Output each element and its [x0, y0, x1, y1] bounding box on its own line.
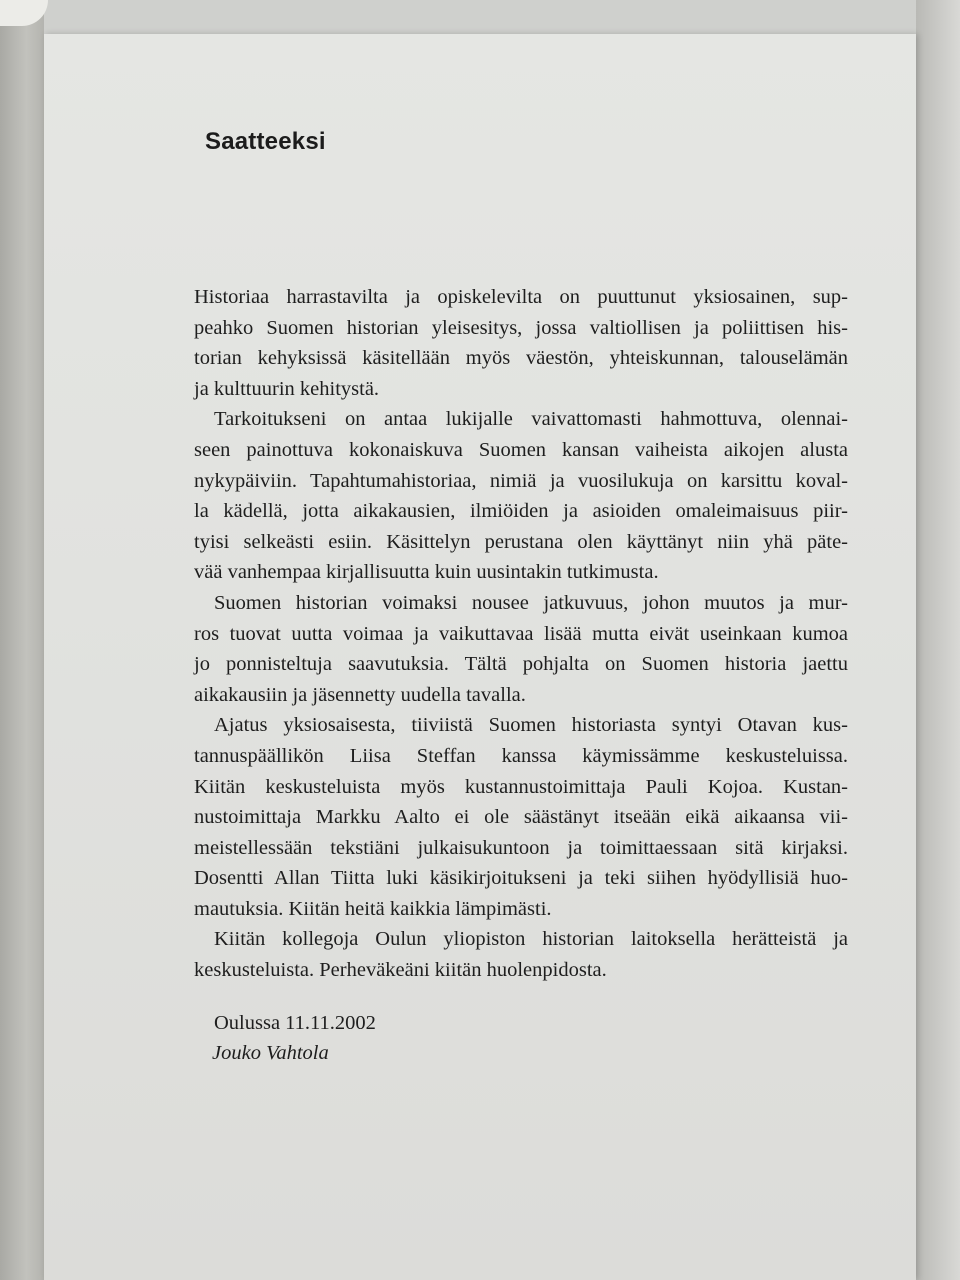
- text-line: keskusteluista. Perheväkeäni kiitän huolenpidosta.: [194, 959, 607, 982]
- text-line: Historiaa harrastavilta ja opiskelevilta on puuttunut yksiosainen, sup-: [194, 286, 848, 308]
- text-line: aikakausiin ja jäsennetty uudella tavalla.: [194, 683, 526, 706]
- text-line: nykypäiviin. Tapahtumahistoriaa, nimiä ja vuosilukuja on karsittu koval-: [194, 469, 848, 492]
- text-line: Dosentti Allan Tiitta luki käsikirjoitukseni ja teki siihen hyödyllisiä huo-: [194, 867, 848, 890]
- text-line: nustoimittaja Markku Aalto ei ole säästänyt itseään eikä aikaansa vii-: [194, 806, 848, 829]
- text-line: torian kehyksissä käsitellään myös väestön, yhteiskunnan, talouselämän: [194, 347, 848, 370]
- page-curl: [0, 0, 48, 26]
- text-line: ros tuovat uutta voimaa ja vaikuttavaa lisää mutta eivät useinkaan kumoa: [194, 622, 848, 645]
- text-line: Ajatus yksiosaisesta, tiiviistä Suomen historiasta syntyi Otavan kus-: [214, 714, 848, 737]
- text-line: ja kulttuurin kehitystä.: [194, 377, 380, 400]
- text-line: mautuksia. Kiitän heitä kaikkia lämpimästi.: [194, 897, 552, 920]
- text-line: jo ponnisteltuja saavutuksia. Tältä pohjalta on Suomen historia jaettu: [194, 653, 848, 676]
- background-surface: [916, 0, 960, 1280]
- text-line: Kiitän kollegoja Oulun yliopiston historian laitoksella herätteistä ja: [214, 928, 848, 951]
- paragraph-4: [194, 710, 848, 924]
- text-line: vää vanhempaa kirjallisuutta kuin uusintakin tutkimusta.: [194, 561, 659, 584]
- text-line: peahko Suomen historian yleisesitys, jossa valtiollisen ja poliittisen his-: [194, 316, 848, 339]
- text-line: tyisi selkeästi esiin. Käsittelyn perustana olen käyttänyt niin yhä päte-: [194, 530, 848, 553]
- body-text: [194, 282, 848, 986]
- page-heading: Saatteeksi: [205, 128, 326, 155]
- text-line: Tarkoitukseni on antaa lukijalle vaivattomasti hahmottuva, olennai-: [214, 408, 848, 431]
- paragraph-3: [194, 588, 848, 710]
- paragraph-1: [194, 282, 848, 404]
- signature-author: Jouko Vahtola: [212, 1042, 329, 1064]
- signature-place-date: Oulussa 11.11.2002: [214, 1012, 376, 1034]
- paragraph-5: [194, 924, 848, 985]
- text-line: Kiitän keskusteluista myös kustannustoimittaja Pauli Kojoa. Kustan-: [194, 775, 848, 798]
- paragraph-2: [194, 404, 848, 588]
- text-line: seen painottuva kokonaiskuva Suomen kansan vaiheista aikojen alusta: [194, 438, 848, 461]
- text-line: meistellessään tekstiäni julkaisukuntoon ja toimittaessaan sitä kirjaksi.: [194, 836, 848, 859]
- facing-page-edge: [0, 0, 44, 1280]
- text-line: la kädellä, jotta aikakausien, ilmiöiden ja asioiden omaleimaisuus piir-: [194, 500, 848, 523]
- text-line: Suomen historian voimaksi nousee jatkuvuus, johon muutos ja mur-: [214, 591, 848, 614]
- text-line: tannuspäällikön Liisa Steffan kanssa käymissämme keskusteluissa.: [194, 744, 848, 767]
